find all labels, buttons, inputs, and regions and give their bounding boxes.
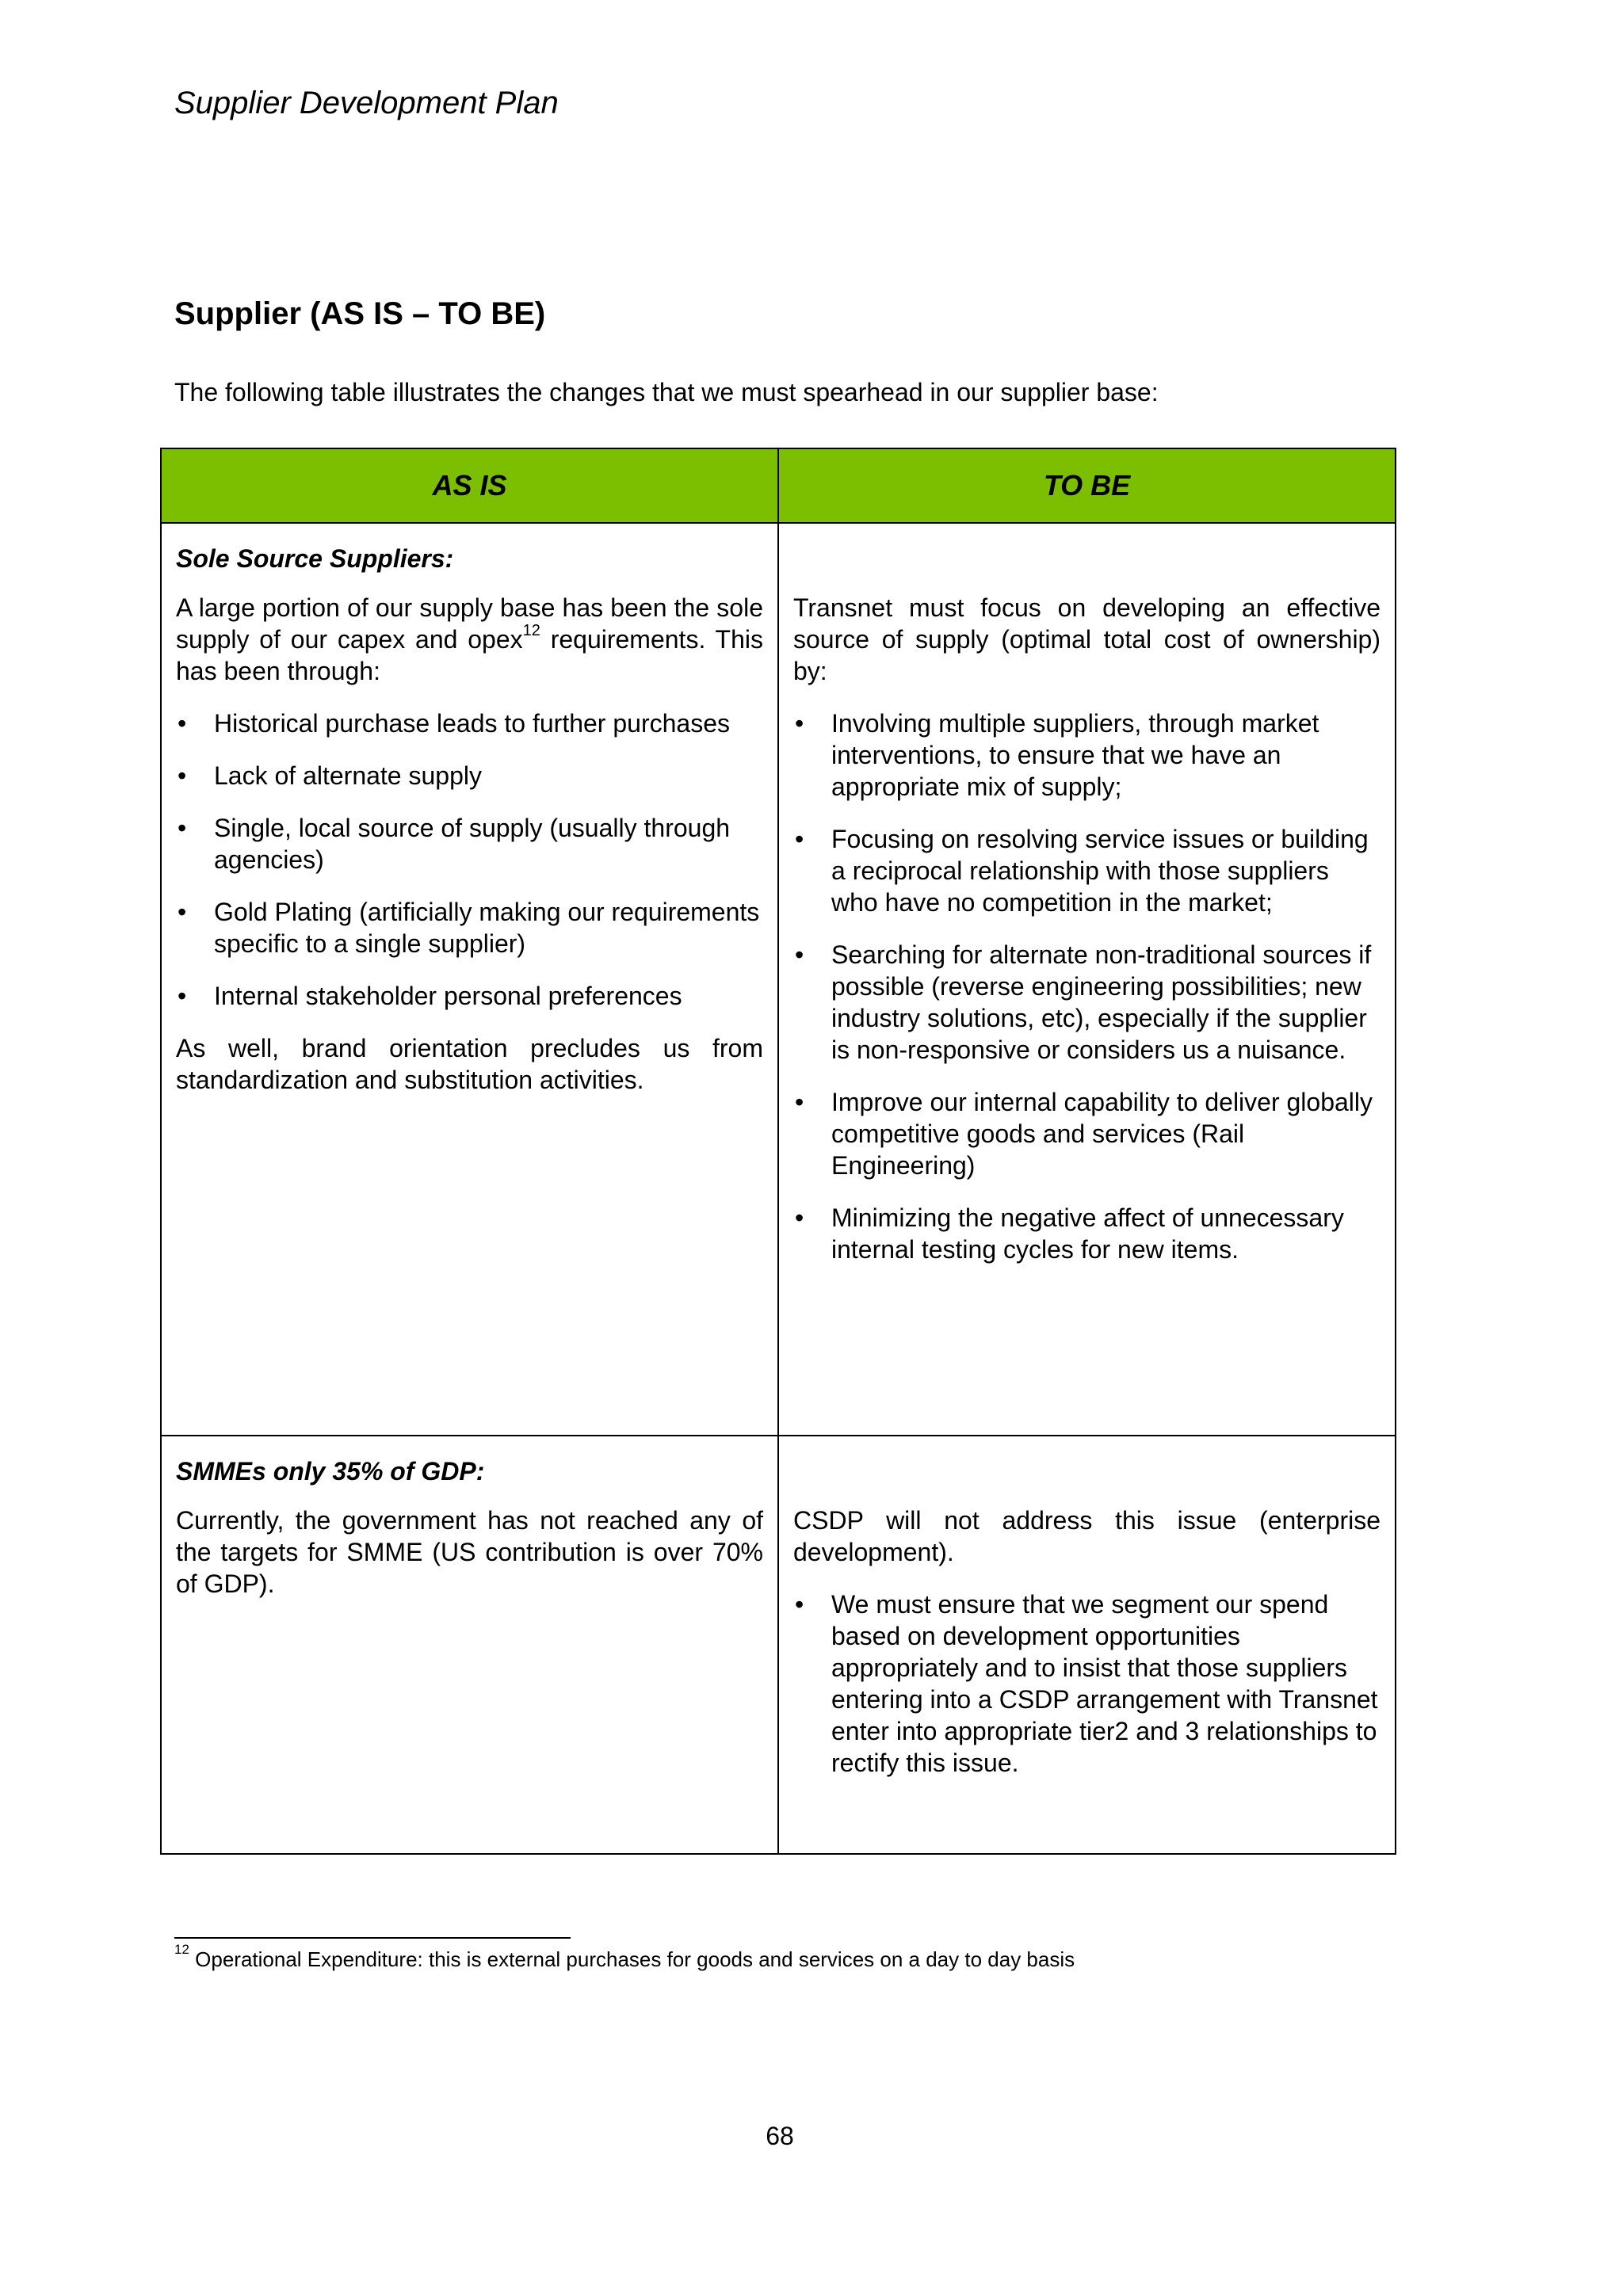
list-item: • Historical purchase leads to further purchases (178, 709, 730, 738)
footnote-reference: 12 (522, 622, 540, 640)
cell-heading: SMMEs only 35% of GDP: (176, 1457, 485, 1486)
header-to-be: TO BE (778, 448, 1396, 523)
list-item: • Minimizing the negative affect of unnecessary internal testing cycles for new items. (795, 1203, 1344, 1264)
bullet-icon: • (178, 898, 187, 926)
heading-spacer (793, 1436, 1381, 1505)
bullet-icon: • (178, 709, 187, 738)
as-is-to-be-table (160, 448, 1396, 1855)
list-item: • Searching for alternate non-traditional sources if possible (reverse engineering possibilities; new industry solutions, etc), especially if the supplier is non-responsive or considers us a nuisance. (795, 940, 1372, 1064)
cell-paragraph: Transnet must focus on developing an effective source of supply (optimal total cost of ownership) by: (793, 593, 1381, 685)
bullet-icon: • (795, 1088, 804, 1116)
footnote-number: 12 (174, 1942, 189, 1958)
cell-paragraph: CSDP will not address this issue (enterprise development). (793, 1506, 1381, 1566)
bullet-list (793, 1589, 1381, 1779)
bullet-icon: • (795, 709, 804, 738)
table-header-row (161, 448, 1396, 523)
list-item: • Lack of alternate supply (178, 761, 482, 790)
bullet-icon: • (178, 982, 187, 1010)
cell-paragraph: As well, brand orientation precludes us from standardization and substitution activities. (176, 1034, 763, 1094)
list-item: • Improve our internal capability to deliver globally competitive goods and services (Rail Engineering) (795, 1088, 1373, 1180)
bullet-list (176, 707, 763, 1012)
cell-to-be-smme (778, 1436, 1396, 1854)
cell-as-is-sole-source (161, 523, 778, 1436)
bullet-icon: • (178, 761, 187, 790)
bullet-icon: • (795, 940, 804, 969)
bullet-icon: • (178, 814, 187, 842)
intro-paragraph: The following table illustrates the changes that we must spearhead in our supplier base: (174, 378, 1159, 406)
list-item: • Internal stakeholder personal preferences (178, 982, 682, 1010)
header-as-is: AS IS (161, 448, 778, 523)
table-row (161, 1436, 1396, 1854)
footnote: $^{12}$ Operational Expenditure: this is external purchases for goods and services on a day to day basis (174, 1942, 1075, 1971)
list-item: • We must ensure that we segment our spend based on development opportunities appropriately and to insist that those suppliers entering into a CSDP arrangement with Transnet enter into appropriate tier2 and 3 relationships to rectify this issue. (795, 1590, 1378, 1777)
cell-heading: Sole Source Suppliers: (176, 544, 454, 573)
list-item: • Single, local source of supply (usually through agencies) (178, 814, 731, 874)
page-number: 68 (766, 2122, 794, 2150)
list-item: • Focusing on resolving service issues or building a reciprocal relationship with those suppliers who have no competition in the market; (795, 825, 1369, 917)
bullet-icon: • (795, 1203, 804, 1232)
bullet-icon: • (795, 825, 804, 853)
cell-paragraph: Currently, the government has not reached any of the targets for SMME (US contribution is over 70% of GDP). (176, 1506, 763, 1598)
list-item: • Involving multiple suppliers, through market interventions, to ensure that we have an appropriate mix of supply; (795, 709, 1319, 801)
bullet-icon: • (795, 1590, 804, 1619)
cell-to-be-sole-source (778, 523, 1396, 1436)
bullet-list (793, 707, 1381, 1265)
table-row (161, 523, 1396, 1436)
cell-as-is-smme (161, 1436, 778, 1854)
footnote-separator (174, 1937, 571, 1939)
section-title: Supplier (AS IS – TO BE) (174, 296, 546, 331)
list-item: • Gold Plating (artificially making our requirements specific to a single supplier) (178, 898, 760, 958)
cell-paragraph: A large portion of our supply base has been the sole supply of our capex and opex$^{12}$ requirements. This has been through: (176, 593, 764, 685)
running-header: Supplier Development Plan (174, 86, 559, 120)
heading-spacer (793, 524, 1381, 592)
